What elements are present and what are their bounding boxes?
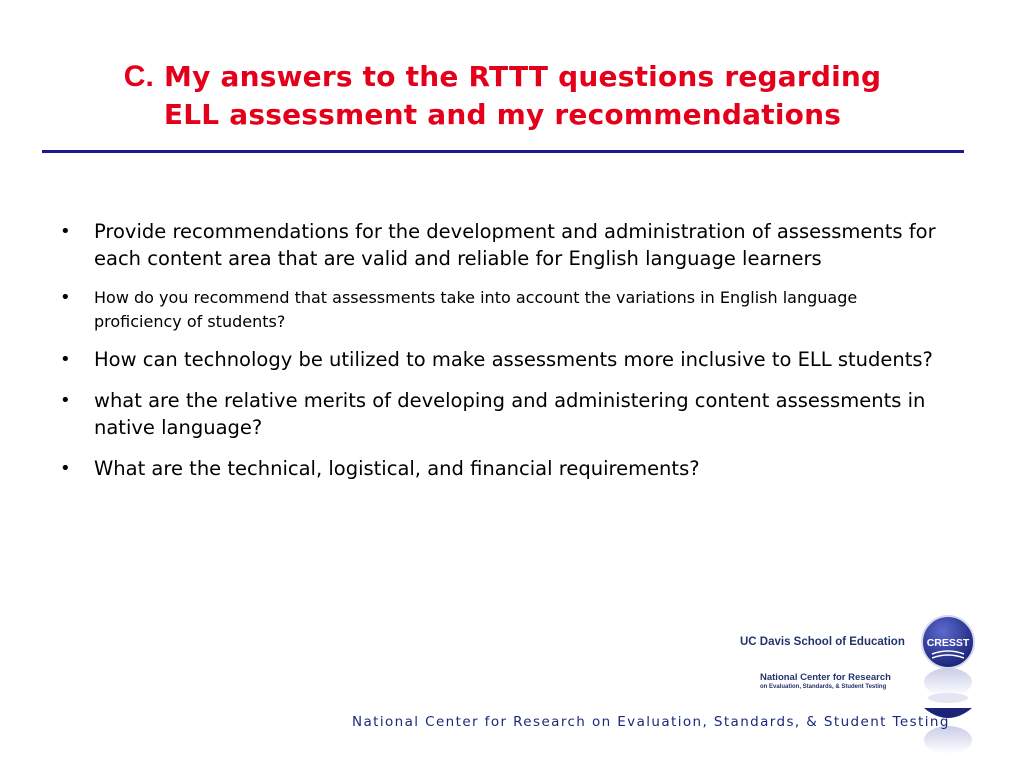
section-letter: C. [123, 60, 155, 93]
bullet-text: How do you recommend that assessments take into account the variations in English language proficiency of students? [94, 288, 858, 331]
bullet-item [60, 346, 940, 373]
slide-title-line-2: ELL assessment and my recommendations [163, 98, 842, 131]
bullet-item [60, 218, 940, 272]
ncr-label-line-1: National Center for Research [760, 672, 891, 683]
bullet-icon: • [60, 287, 71, 308]
cresst-logo-icon [918, 612, 978, 762]
bullet-icon: • [60, 458, 71, 479]
bullet-item [60, 286, 940, 334]
bullet-item [60, 455, 940, 482]
bullet-item [60, 387, 940, 441]
bullet-list [60, 218, 940, 496]
bullet-text: What are the technical, logistical, and financial requirements? [94, 457, 700, 480]
bullet-icon: • [60, 349, 71, 370]
bullet-text: How can technology be utilized to make assessments more inclusive to ELL students? [94, 348, 933, 371]
footer-text: National Center for Research on Evaluation, Standards, & Student Testing [352, 714, 950, 730]
title-divider [42, 150, 964, 153]
bullet-icon: • [60, 221, 71, 242]
ncr-label-line-2: on Evaluation, Standards, & Student Testing [760, 684, 887, 690]
logo-text: CRESST [926, 637, 970, 649]
ncr-label [760, 672, 891, 690]
bullet-text: what are the relative merits of developing and administering content assessments in native language? [94, 389, 926, 439]
bullet-icon: • [60, 390, 71, 411]
ucdavis-label: UC Davis School of Education [740, 636, 905, 648]
slide-title-line-1 [40, 58, 965, 96]
slide-title [40, 58, 965, 134]
slide-title-text-1: My answers to the RTTT questions regarding [154, 60, 882, 93]
bullet-text: Provide recommendations for the development and administration of assessments for each content area that are valid and reliable for English language learners [94, 220, 936, 270]
